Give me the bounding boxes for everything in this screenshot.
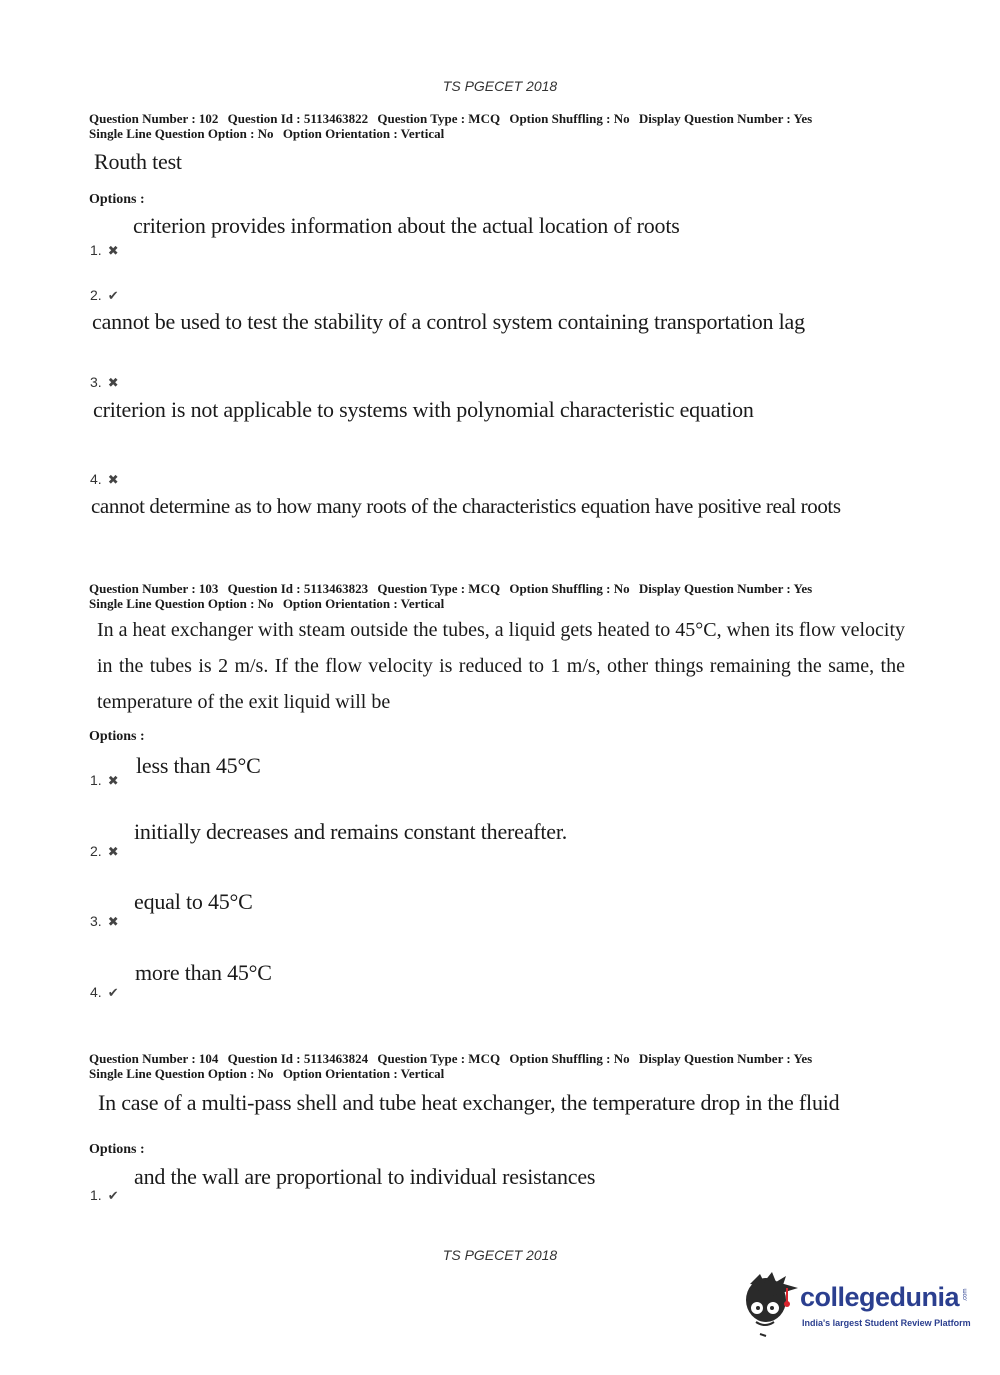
- collegedunia-logo: [742, 1270, 972, 1340]
- question-meta-103: [89, 581, 818, 611]
- meta-question-type: Question Type : MCQ: [377, 111, 501, 126]
- logo-wordmark: collegedunia: [800, 1282, 960, 1312]
- options-label-104: Options :: [89, 1142, 145, 1157]
- meta-question-id: Question Id : 5113463824: [227, 1051, 369, 1066]
- meta-line-1: [89, 1051, 818, 1066]
- page-footer: TS PGECET 2018: [442, 1247, 558, 1263]
- cross-icon: ✖: [107, 472, 119, 487]
- option-text-103-3: equal to 45°C: [134, 889, 253, 914]
- meta-single-line: Single Line Question Option : No: [89, 596, 274, 611]
- meta-line-2: [89, 1066, 818, 1081]
- meta-orientation: Option Orientation : Vertical: [282, 596, 445, 611]
- meta-option-shuffling: Option Shuffling : No: [509, 111, 630, 126]
- meta-orientation: Option Orientation : Vertical: [282, 126, 445, 141]
- question-meta-104: [89, 1051, 818, 1081]
- options-label-102: Options :: [89, 192, 145, 207]
- option-text-103-2: initially decreases and remains constant thereafter.: [134, 819, 568, 844]
- logo-tagline: India's largest Student Review Platform: [802, 1318, 971, 1328]
- meta-single-line: Single Line Question Option : No: [89, 1066, 274, 1081]
- option-text-102-1: criterion provides information about the actual location of roots: [133, 213, 680, 238]
- meta-question-id: Question Id : 5113463823: [227, 581, 369, 596]
- meta-question-id: Question Id : 5113463822: [227, 111, 369, 126]
- meta-display-number: Display Question Number : Yes: [638, 581, 813, 596]
- meta-display-number: Display Question Number : Yes: [638, 1051, 813, 1066]
- option-number-102-3: 3. ✖: [90, 374, 119, 390]
- option-number-103-2: 2. ✖: [90, 843, 119, 859]
- mascot-icon: [742, 1270, 802, 1340]
- check-icon: ✔: [107, 985, 119, 1000]
- cross-icon: ✖: [107, 243, 119, 258]
- question-text-102: Routh test: [94, 149, 182, 174]
- option-text-102-2: cannot be used to test the stability of a control system containing transportation lag: [92, 309, 805, 334]
- question-text-104: In case of a multi-pass shell and tube heat exchanger, the temperature drop in the fluid: [98, 1090, 840, 1115]
- meta-line-1: [89, 111, 818, 126]
- check-icon: ✔: [107, 1188, 119, 1203]
- cross-icon: ✖: [107, 914, 119, 929]
- meta-option-shuffling: Option Shuffling : No: [509, 581, 630, 596]
- check-icon: ✔: [107, 288, 119, 303]
- meta-question-number: Question Number : 104: [89, 1051, 219, 1066]
- meta-question-type: Question Type : MCQ: [377, 1051, 501, 1066]
- meta-line-2: [89, 126, 818, 141]
- question-text-103: In a heat exchanger with steam outside the tubes, a liquid gets heated to 45°C, when its flow velocity in the tubes is 2 m/s. If the flow velocity is reduced to 1 m/s, other things remaining the same, the temperature of the exit liquid will be: [97, 619, 905, 713]
- cross-icon: ✖: [107, 375, 119, 390]
- meta-option-shuffling: Option Shuffling : No: [509, 1051, 630, 1066]
- meta-orientation: Option Orientation : Vertical: [282, 1066, 445, 1081]
- option-number-102-1: 1. ✖: [90, 242, 119, 258]
- options-label-103: Options :: [89, 729, 145, 744]
- logo-suffix: .com: [962, 1288, 969, 1302]
- cross-icon: ✖: [107, 844, 119, 859]
- option-text-104-1: and the wall are proportional to individual resistances: [134, 1164, 596, 1189]
- option-number-103-4: 4. ✔: [90, 984, 119, 1000]
- meta-line-1: [89, 581, 818, 596]
- meta-question-type: Question Type : MCQ: [377, 581, 501, 596]
- meta-display-number: Display Question Number : Yes: [638, 111, 813, 126]
- option-text-103-1: less than 45°C: [136, 753, 261, 778]
- page-header: TS PGECET 2018: [442, 78, 558, 94]
- option-text-103-4: more than 45°C: [135, 960, 272, 985]
- option-text-102-4: cannot determine as to how many roots of the characteristics equation have positive real roots: [91, 494, 841, 518]
- question-meta-102: [89, 111, 818, 141]
- meta-single-line: Single Line Question Option : No: [89, 126, 274, 141]
- option-number-103-3: 3. ✖: [90, 913, 119, 929]
- meta-question-number: Question Number : 102: [89, 111, 219, 126]
- meta-line-2: [89, 596, 818, 611]
- option-text-102-3: criterion is not applicable to systems with polynomial characteristic equation: [93, 397, 754, 422]
- option-number-102-4: 4. ✖: [90, 471, 119, 487]
- option-number-103-1: 1. ✖: [90, 772, 119, 788]
- option-number-102-2: 2. ✔: [90, 287, 119, 303]
- meta-question-number: Question Number : 103: [89, 581, 219, 596]
- option-number-104-1: 1. ✔: [90, 1187, 119, 1203]
- cross-icon: ✖: [107, 773, 119, 788]
